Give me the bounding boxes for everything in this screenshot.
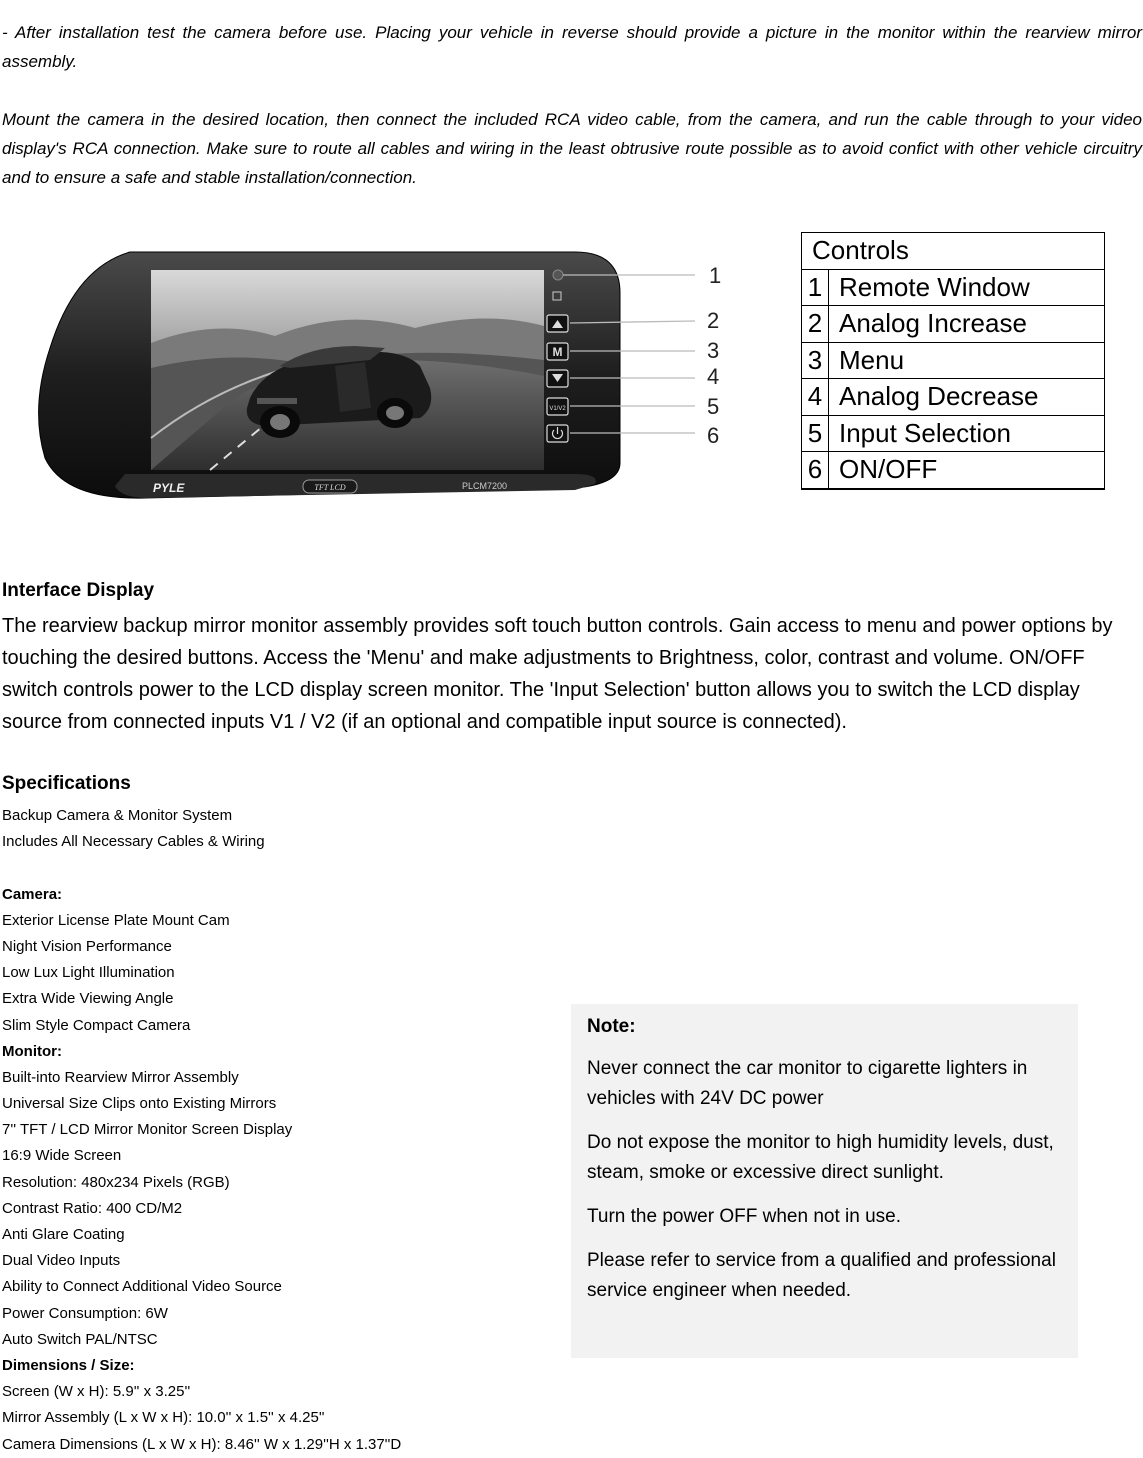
spec-item: 16:9 Wide Screen [2, 1147, 122, 1165]
input-selection-label: V1/V2 [549, 406, 566, 412]
spec-item: Backup Camera & Monitor System [2, 807, 233, 824]
callout-2: 2 [707, 308, 720, 333]
note-box [571, 1004, 1078, 1358]
controls-row [802, 415, 1105, 452]
spec-item: 7'' TFT / LCD Mirror Monitor Screen Display [2, 1121, 293, 1139]
menu-button-label: M [552, 345, 563, 359]
control-label: Analog Decrease [829, 379, 1105, 416]
spec-item: Universal Size Clips onto Existing Mirrors [2, 1095, 277, 1113]
spec-item: Resolution: 480x234 Pixels (RGB) [2, 1173, 230, 1191]
control-number: 2 [802, 306, 829, 343]
note-title: Note: [587, 1016, 636, 1037]
specifications-list [2, 803, 562, 1458]
controls-row [802, 269, 1105, 306]
interface-display-heading: Interface Display [2, 580, 155, 601]
spec-item: Power Consumption: 6W [2, 1304, 168, 1322]
spec-subheading: Dimensions / Size: [2, 1356, 135, 1374]
model-number: PLCM7200 [462, 481, 508, 491]
power-button[interactable] [547, 425, 568, 442]
intro-text [2, 18, 1142, 192]
control-number: 5 [802, 415, 829, 452]
control-label: Analog Increase [829, 306, 1105, 343]
spec-item: Auto Switch PAL/NTSC [2, 1330, 158, 1348]
controls-row [802, 379, 1105, 416]
callout-3: 3 [707, 338, 720, 363]
menu-button[interactable] [547, 343, 568, 360]
mirror-monitor-illustration [35, 248, 735, 506]
spec-item: Extra Wide Viewing Angle [2, 990, 174, 1008]
control-number: 3 [802, 342, 829, 379]
controls-table [801, 232, 1105, 490]
remote-window-sensor [553, 270, 563, 280]
note-paragraph: Please refer to service from a qualified and professional service engineer when needed. [587, 1250, 1056, 1301]
spec-subheading: Camera: [2, 885, 63, 903]
brand-logo: PYLE [153, 481, 185, 495]
note-paragraph: Turn the power OFF when not in use. [587, 1206, 902, 1227]
callout-4: 4 [707, 364, 720, 389]
controls-row [802, 452, 1105, 489]
interface-display-body: The rearview backup mirror monitor assembly provides soft touch button controls. Gain access to menu and power options by touching the desired buttons. Access the 'Menu' and make adjustments to Brightness, color, contrast and volume. ON/OFF switch controls power to the LCD display screen monitor. The 'Input Selection' button allows you to switch the LCD display source from connected inputs V1 / V2 (if an optional and compatible input source is connected). [2, 615, 1113, 733]
spec-item: Dual Video Inputs [2, 1252, 121, 1270]
spec-item: Camera Dimensions (L x W x H): 8.46'' W x 1.29''H x 1.37''D [2, 1435, 402, 1453]
spec-subheading: Monitor: [2, 1042, 62, 1060]
spec-item: Low Lux Light Illumination [2, 964, 175, 982]
spec-item: Contrast Ratio: 400 CD/M2 [2, 1199, 183, 1217]
control-number: 4 [802, 379, 829, 416]
analog-decrease-button[interactable] [547, 370, 568, 387]
spec-item: Night Vision Performance [2, 937, 172, 955]
tft-lcd-label: TFT LCD [314, 483, 346, 492]
note-paragraph: Do not expose the monitor to high humidity levels, dust, steam, smoke or excessive direct sunlight. [587, 1132, 1054, 1183]
control-label: Input Selection [829, 415, 1105, 452]
spec-item: Slim Style Compact Camera [2, 1016, 191, 1034]
control-label: ON/OFF [829, 452, 1105, 489]
intro-paragraph-1: - After installation test the camera before use. Placing your vehicle in reverse should provide a picture in the monitor within the rearview mirror assembly. [2, 23, 1142, 71]
spec-item: Screen (W x H): 5.9'' x 3.25'' [2, 1383, 191, 1401]
controls-row [802, 342, 1105, 379]
control-number: 1 [802, 269, 829, 306]
control-number: 6 [802, 452, 829, 489]
analog-increase-button[interactable] [547, 315, 568, 332]
monitor-screen [151, 270, 544, 470]
spec-item [2, 855, 562, 881]
intro-paragraph-2: Mount the camera in the desired location, then connect the included RCA video cable, from the camera, and run the cable through to your video display's RCA connection. Make sure to route all cables and wiring in the least obtrusive route possible as to avoid confict with other vehicle circuitry and to ensure a safe and stable installation/connection. [2, 110, 1142, 187]
input-selection-button[interactable] [547, 398, 568, 415]
note-paragraph: Never connect the car monitor to cigarette lighters in vehicles with 24V DC power [587, 1058, 1028, 1109]
control-label: Remote Window [829, 269, 1105, 306]
callout-1: 1 [709, 263, 722, 288]
controls-row [802, 306, 1105, 343]
spec-item: Anti Glare Coating [2, 1226, 125, 1243]
spec-item: Includes All Necessary Cables & Wiring [2, 833, 265, 851]
spec-item: Built-into Rearview Mirror Assembly [2, 1068, 239, 1086]
control-label: Menu [829, 342, 1105, 379]
callout-5: 5 [707, 394, 720, 419]
controls-header: Controls [802, 233, 1105, 270]
spec-item: Ability to Connect Additional Video Source [2, 1278, 282, 1296]
controls-header-row [802, 233, 1105, 270]
callout-6: 6 [707, 423, 720, 448]
specifications-heading: Specifications [2, 773, 131, 794]
spec-item: Mirror Assembly (L x W x H): 10.0'' x 1.5'' x 4.25'' [2, 1409, 325, 1427]
spec-item: Exterior License Plate Mount Cam [2, 911, 230, 929]
